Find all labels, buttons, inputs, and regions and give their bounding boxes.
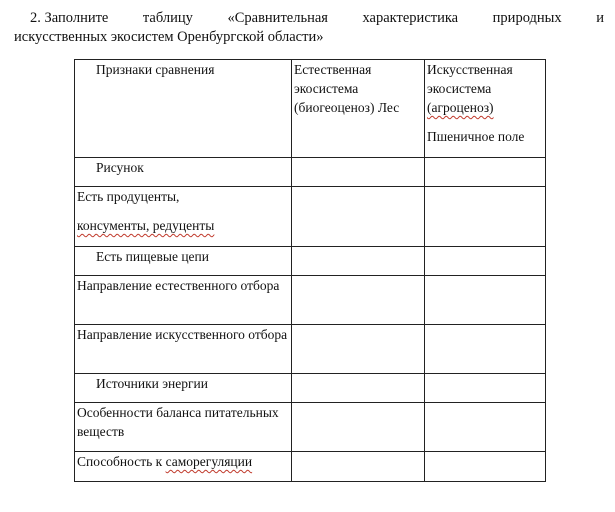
task-word-2: таблицу [142, 10, 193, 26]
empty-cell[interactable] [292, 247, 425, 276]
table-row [75, 247, 546, 276]
empty-cell[interactable] [292, 403, 425, 452]
task-word-5: природных [492, 10, 562, 26]
empty-cell[interactable] [292, 187, 425, 247]
empty-cell[interactable] [292, 276, 425, 325]
task-word [30, 9, 108, 28]
table-row [75, 158, 546, 187]
row-label [75, 187, 292, 247]
empty-cell[interactable] [292, 374, 425, 403]
header-artificial-type: (агроценоз) [427, 100, 494, 115]
task-word-1: Заполните [44, 10, 109, 26]
task-word-6: и [596, 10, 604, 26]
comparison-table [74, 59, 546, 482]
empty-cell[interactable] [292, 158, 425, 187]
header-natural-ecosystem: Естественная экосистема (биогеоценоз) Лес [292, 60, 425, 158]
row-label: Есть пищевые цепи [75, 247, 292, 276]
task-word-4: характеристика [362, 10, 459, 26]
row-label: Особенности баланса питательных веществ [75, 403, 292, 452]
table-row [75, 325, 546, 374]
table-row [75, 452, 546, 482]
task-instruction [14, 9, 604, 47]
table-row [75, 276, 546, 325]
header-artificial-ecosystem [425, 60, 546, 158]
empty-cell[interactable] [292, 325, 425, 374]
table-row [75, 187, 546, 247]
row-label-word: саморегуляции [165, 454, 253, 469]
header-artificial-title: Искусственная экосистема [427, 62, 513, 96]
empty-cell[interactable] [425, 158, 546, 187]
task-line-1 [14, 9, 604, 28]
table-row [75, 403, 546, 452]
row-label-line: Есть продуценты, [77, 189, 180, 204]
task-word-3: «Сравнительная [227, 10, 328, 26]
empty-cell[interactable] [425, 374, 546, 403]
empty-cell[interactable] [425, 325, 546, 374]
row-label: Рисунок [75, 158, 292, 187]
empty-cell[interactable] [425, 247, 546, 276]
row-label [75, 452, 292, 482]
empty-cell[interactable] [425, 452, 546, 482]
row-label-prefix: Способность к [77, 454, 166, 469]
row-label: Направление искусственного отбора [75, 325, 292, 374]
task-line-2: искусственных экосистем Оренбургской области» [14, 29, 324, 45]
row-label-line: консументы, редуценты [77, 218, 215, 233]
row-label: Направление естественного отбора [75, 276, 292, 325]
empty-cell[interactable] [425, 276, 546, 325]
header-criteria: Признаки сравнения [75, 60, 292, 158]
row-label: Источники энергии [75, 374, 292, 403]
empty-cell[interactable] [292, 452, 425, 482]
header-artificial-example: Пшеничное поле [427, 129, 525, 144]
table-row [75, 374, 546, 403]
empty-cell[interactable] [425, 403, 546, 452]
task-number: 2. [30, 10, 41, 26]
header-row [75, 60, 546, 158]
empty-cell[interactable] [425, 187, 546, 247]
